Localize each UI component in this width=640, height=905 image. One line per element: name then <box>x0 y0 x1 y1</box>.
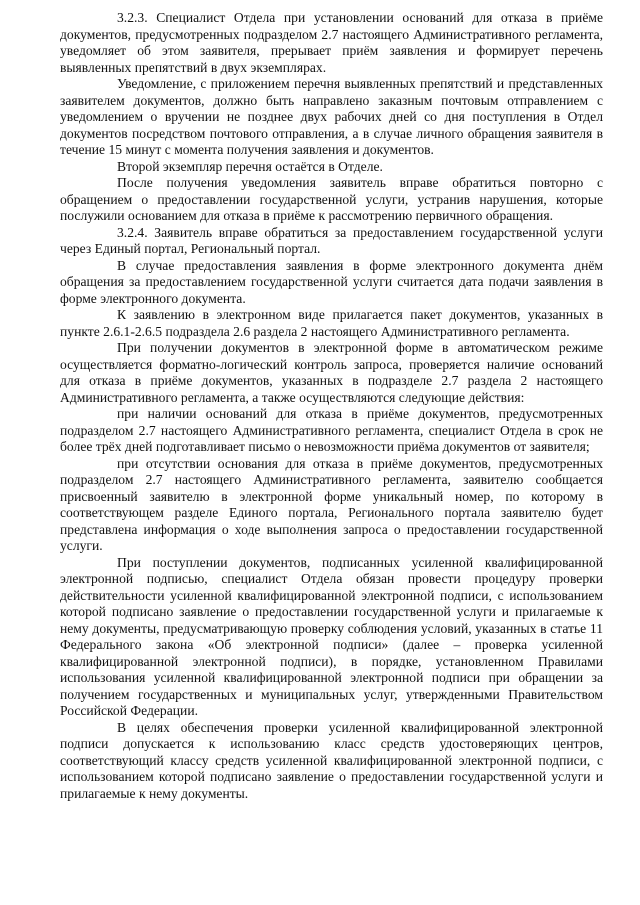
paragraph-no-refusal-grounds: при отсутствии основания для отказа в приёме документов, предусмотренных подразделом 2.7 настоящего Административного регламента, заявителю сообщается присвоенный заявителю в электронной форме уникальный номер, по которому в соответствующем разделе Единого портала, Регионального портала заявителю будет представлена информация о ходе выполнения запроса о предоставлении государственной услуги. <box>60 455 603 553</box>
paragraph-signature-check: При поступлении документов, подписанных усиленной квалифицированной электронной подписью, специалист Отдела обязан провести процедуру проверки действительности усиленной квалифицированной электронной подписи, с использованием которой подписано заявление о предоставлении государственной услуги и прилагаемые к нему документы, предусматривающую проверку соблюдения условий, указанных в статье 11 Федерального закона «Об электронной подписи» (далее – проверка усиленной квалифицированной электронной подписи), в порядке, установленном Правилами использования усиленной квалифицированной электронной подписи при обращении за получением государственных и муниципальных услуг, утвержденными Правительством Российской Федерации. <box>60 554 603 718</box>
paragraph-second-copy: Второй экземпляр перечня остаётся в Отделе. <box>117 158 383 174</box>
paragraph-document-package: К заявлению в электронном виде прилагается пакет документов, указанных в пункте 2.6.1-2.6.5 подраздела 2.6 раздела 2 настоящего Административного регламента. <box>60 307 603 339</box>
paragraph-certificate-tools: В целях обеспечения проверки усиленной квалифицированной электронной подписи допускается к использованию класс средств удостоверяющих центров, соответствующий классу средств усиленной квалифицированной электронной подписи, с использованием которой подписано заявление о предоставлении государственной услуги и прилагаемые к нему документы. <box>60 719 603 801</box>
paragraph-automatic-control: При получении документов в электронной форме в автоматическом режиме осуществляется форматно-логический контроль запроса, проверяется наличие оснований для отказа в приёме документов, указанных в подразделе 2.7 раздела 2 настоящего Административного регламента, а также осуществляются следующие действия: <box>60 340 603 405</box>
paragraph-refusal-grounds: при наличии оснований для отказа в приёме документов, предусмотренных подразделом 2.7 настоящего Административного регламента, специалист Отдела в срок не более трёх дней подготавливает письмо о невозможности приёма документов от заявителя; <box>60 406 603 454</box>
paragraph-3-2-4: 3.2.4. Заявитель вправе обратиться за предоставлением государственной услуги через Единый портал, Региональный портал. <box>60 224 603 256</box>
paragraph-repeat-request: После получения уведомления заявитель вправе обратиться повторно с обращением о предоставлении государственной услуги, устранив нарушения, которые послужили основанием для отказа в приёме к рассмотрению первичного обращения. <box>60 175 603 223</box>
paragraph-3-2-3: 3.2.3. Специалист Отдела при установлении оснований для отказа в приёме документов, предусмотренных подразделом 2.7 настоящего Административного регламента, уведомляет об этом заявителя, прерывает приём заявления и формирует перечень выявленных препятствий в двух экземплярах. <box>60 10 603 75</box>
paragraph-notification: Уведомление, с приложением перечня выявленных препятствий и представленных заявителем документов, должно быть направлено заказным почтовым отправлением с уведомлением о вручении не позднее двух рабочих дней со дня поступления в Отдел документов посредством почтового отправления, а в случае личного обращения заявителя в течение 15 минут с момента получения заявления и документов. <box>60 76 603 157</box>
document-body <box>60 10 603 802</box>
paragraph-electronic-date: В случае предоставления заявления в форме электронного документа днём обращения за предоставлением государственной услуги считается дата подачи заявления в форме электронного документа. <box>60 257 603 306</box>
